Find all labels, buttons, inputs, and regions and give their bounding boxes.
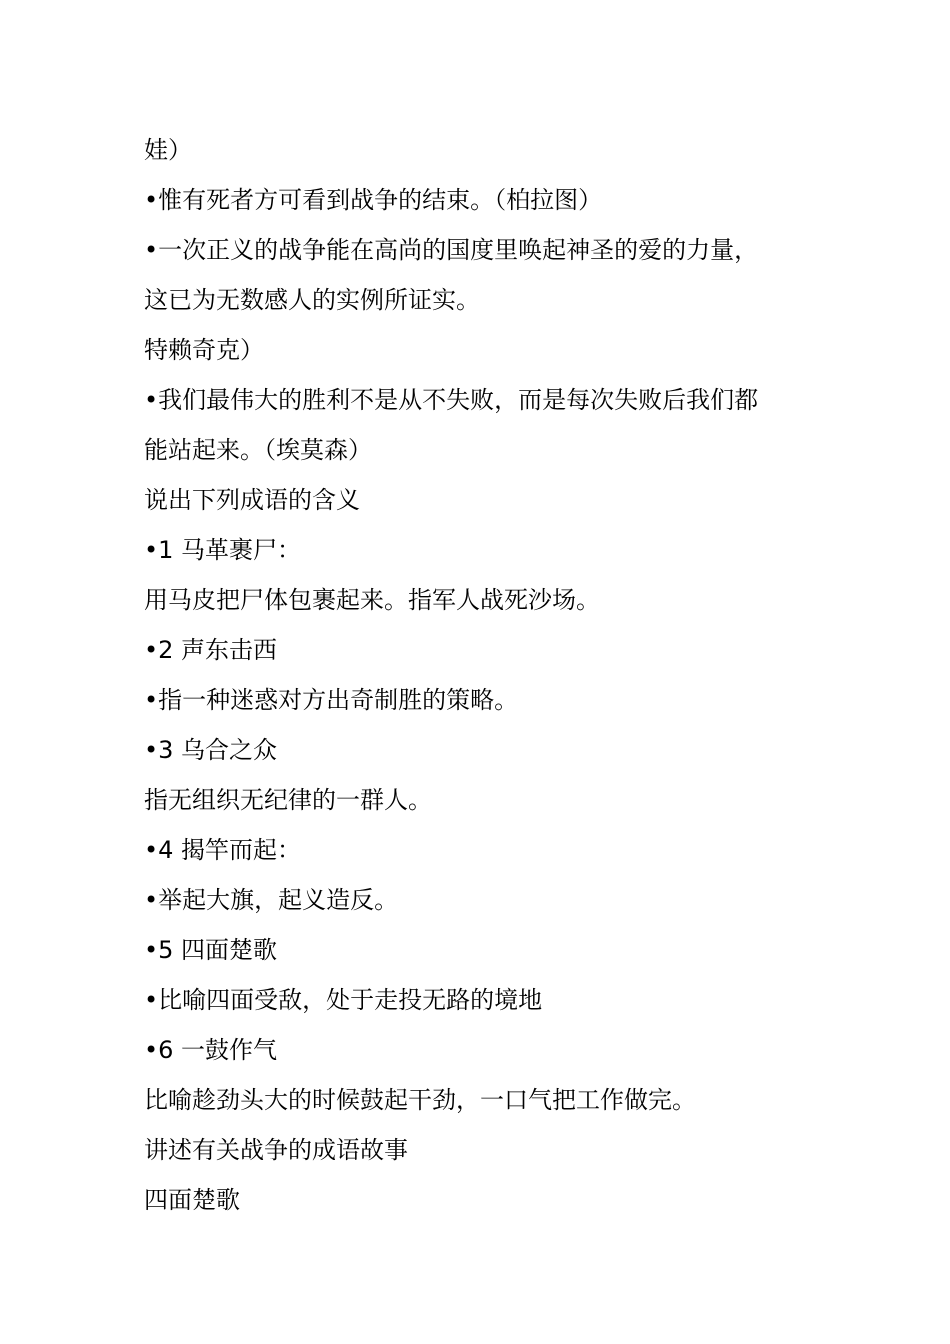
idiom-6-title: •6 一鼓作气 [144,1036,278,1064]
idiom-6-meaning: 比喻趁劲头大的时候鼓起干劲，一口气把工作做完。 [144,1086,696,1114]
idiom-4-meaning: •举起大旗，起义造反。 [144,886,399,914]
section-heading-stories: 讲述有关战争的成语故事 [144,1136,408,1164]
idiom-2-title: •2 声东击西 [144,636,278,664]
idiom-3-title: •3 乌合之众 [144,736,278,764]
quote-treitschke-line-1: •一次正义的战争能在高尚的国度里唤起神圣的爱的力量， [144,236,759,264]
idiom-5-title: •5 四面楚歌 [144,936,278,964]
idiom-4-title: •4 揭竿而起： [144,836,302,864]
quote-emerson-line-1: •我们最伟大的胜利不是从不失败，而是每次失败后我们都 [144,386,759,414]
story-title: 四面楚歌 [144,1186,240,1214]
idiom-5-meaning: •比喻四面受敌，处于走投无路的境地 [144,986,543,1014]
document-body [144,125,824,1225]
quote-emerson-line-2: 能站起来。（埃莫森） [144,436,372,464]
idiom-2-meaning: •指一种迷惑对方出奇制胜的策略。 [144,686,519,714]
idiom-1-meaning: 用马皮把尸体包裹起来。指军人战死沙场。 [144,586,600,614]
section-heading-idioms: 说出下列成语的含义 [144,486,360,514]
text-line: 娃） [144,136,192,164]
quote-treitschke-line-2: 这已为无数感人的实例所证实。 [144,286,480,314]
quote-treitschke-attribution: 特赖奇克） [144,336,264,364]
idiom-3-meaning: 指无组织无纪律的一群人。 [144,786,432,814]
idiom-1-title: •1 马革裹尸： [144,536,302,564]
quote-plato: •惟有死者方可看到战争的结束。（柏拉图） [144,186,603,214]
